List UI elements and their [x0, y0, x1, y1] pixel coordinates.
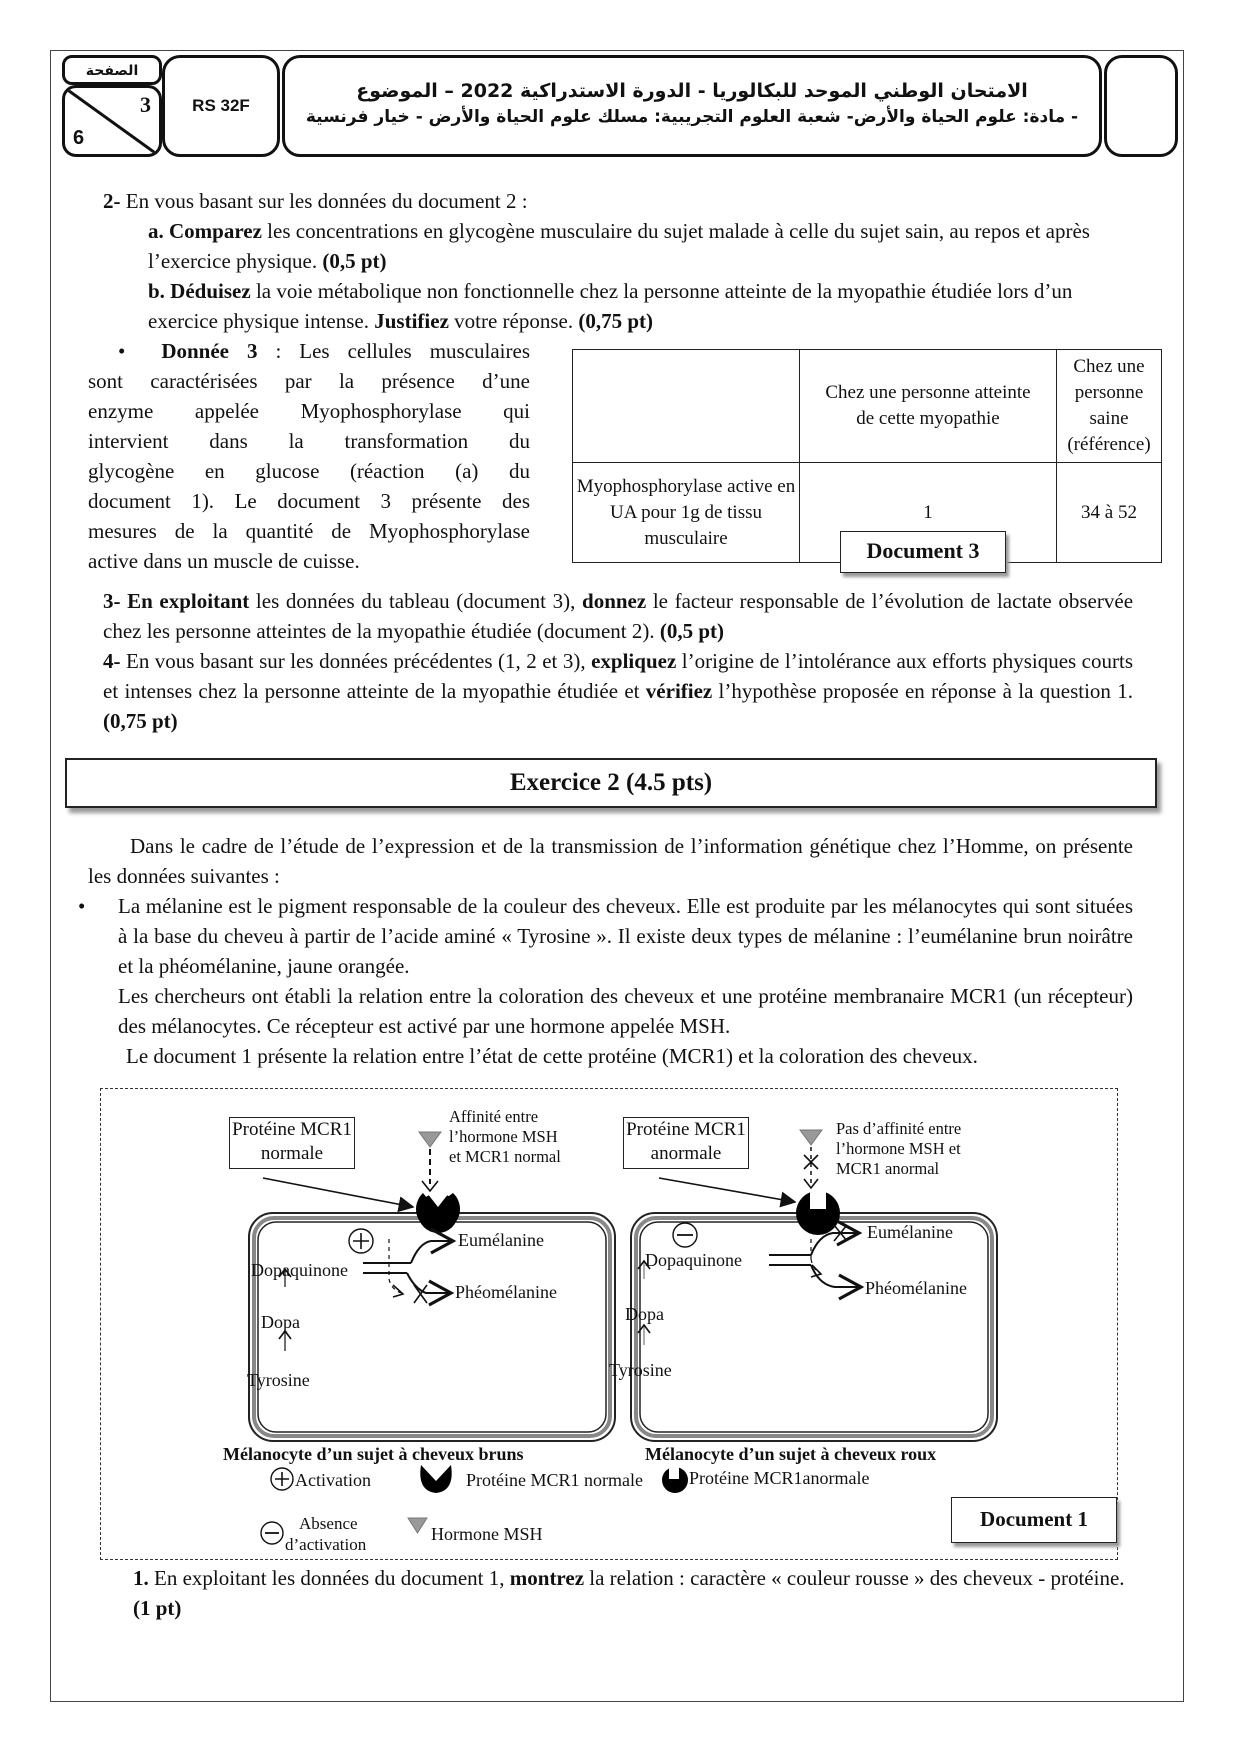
question-text: l’origine de l’intolérance aux efforts physiques courts et intenses chez la personne atteinte de la myopathie étudiée et [103, 649, 1134, 703]
activation-legend-icon [271, 1468, 293, 1490]
blank-box [1104, 55, 1178, 157]
hormone-legend-icon [408, 1518, 427, 1533]
page-current: 3 [140, 92, 151, 117]
legend-line: Absence [299, 1514, 358, 1533]
question-text: En vous basant sur les données du document 2 : [120, 189, 528, 213]
abnormal-receptor-icon [796, 1189, 840, 1235]
donnee-line: sont caractérisées par la présence d’une [88, 369, 530, 393]
question-text: les données du tableau (document 3), [249, 589, 583, 613]
question-text: la voie métabolique non fonctionnelle chez la personne atteinte de la myopathie étudiée lors d’un exercice physique intense. [148, 279, 1073, 333]
label-line: l’hormone MSH et [836, 1139, 961, 1158]
table-cell: 34 à 52 [1057, 463, 1162, 563]
document-3-label: Document 3 [840, 531, 1006, 573]
question-text: le facteur responsable de l’évolution de lactate observée chez les personne atteintes de la myopathie étudiée (document 2). [103, 589, 1134, 643]
donnee-label: Donnée 3 [161, 339, 258, 363]
eumelanine-label: Eumélanine [867, 1222, 953, 1242]
page-total: 6 [73, 127, 85, 149]
data-paragraph: La mélanine est le pigment responsable de la couleur des cheveux. Elle est produite par les mélanocytes qui sont situées à la base du cheveu à partir de l’acide aminé « Tyrosine ». Il existe deux types de mélanine : l’eumélanine brun noirâtre et la phéomélanine, jaune orangée. [118, 894, 1133, 978]
question-number: 1. [133, 1566, 149, 1590]
question-number: 2- [103, 189, 121, 213]
points: (0,75 pt) [578, 309, 654, 333]
donnee-line [88, 336, 530, 366]
legend-hormone: Hormone MSH [431, 1524, 543, 1544]
table-header-cell: Chez une personne atteinte de cette myopathie [800, 350, 1057, 463]
dopa-label: Dopa [625, 1304, 664, 1324]
points: (1 pt) [133, 1596, 182, 1620]
points: (0,5 pt) [322, 249, 387, 273]
affinity-label [449, 1107, 561, 1167]
box-line: normale [260, 1143, 324, 1164]
instruction-verb: vérifiez [645, 679, 713, 703]
bullet-icon: • [78, 894, 86, 918]
donnee-line: glycogène en glucose (réaction (a) du [88, 459, 530, 483]
question-text: les concentrations en glycogène musculaire du sujet malade à celle du sujet sain, au repos et après l’exercice physique. [148, 219, 1090, 273]
label-line: Affinité entre [449, 1107, 539, 1126]
question-text: la relation : caractère « couleur rousse » des cheveux - protéine. [584, 1566, 1125, 1590]
exercise-2-title: Exercice 2 (4.5 pts) [65, 758, 1157, 808]
page-label: الصفحة [62, 55, 162, 85]
table-header-cell [573, 350, 800, 463]
dopa-label: Dopa [261, 1312, 300, 1332]
donnee-text: : Les cellules musculaires [257, 339, 531, 363]
title-line-1: الامتحان الوطني الموحد للبكالوريا - الدورة الاستدراكية 2022 – الموضوع [356, 80, 1028, 102]
question-text: En exploitant les données du document 1, [148, 1566, 510, 1590]
abnormal-protein-legend-icon [662, 1465, 688, 1493]
data-paragraph: Le document 1 présente la relation entre l’état de cette protéine (MCR1) et la coloration des cheveux. [126, 1044, 978, 1068]
table-header-row [573, 350, 1162, 463]
legend-line: d’activation [285, 1535, 367, 1554]
exam-code: RS 32F [162, 55, 280, 157]
question-number: 4- [103, 649, 121, 673]
title-line-2: - مادة: علوم الحياة والأرض- شعبة العلوم التجريبية: مسلك علوم الحياة والأرض - خيار فرنسية [305, 107, 1079, 127]
dopaquinone-label: Dopaquinone [645, 1250, 742, 1270]
instruction-verb: b. Déduisez [148, 279, 251, 303]
box-line: anormale [650, 1143, 722, 1164]
label-line: MCR1 anormal [836, 1159, 940, 1178]
table-cell: Myophosphorylase active en UA pour 1g de tissu musculaire [573, 463, 800, 563]
document-1-label: Document 1 [951, 1497, 1117, 1543]
box-line: Protéine MCR1 [232, 1119, 352, 1140]
question-text: l’hypothèse proposée en réponse à la question 1. [712, 679, 1133, 703]
donnee-line: document 1). Le document 3 présente des [88, 489, 530, 513]
tyrosine-label: Tyrosine [609, 1360, 672, 1380]
question-2a [148, 216, 1133, 276]
question-text: votre réponse. [448, 309, 579, 333]
instruction-verb: 3- En exploitant [103, 589, 250, 613]
label-line: l’hormone MSH [449, 1127, 558, 1146]
abnormal-protein-box [623, 1117, 749, 1169]
tyrosine-label: Tyrosine [247, 1370, 310, 1390]
normal-protein-box [229, 1117, 355, 1169]
box-line: Protéine MCR1 [626, 1119, 746, 1140]
eumelanine-label: Eumélanine [458, 1230, 544, 1250]
legend-absence [285, 1513, 366, 1555]
exercise-2-question-1 [133, 1563, 1133, 1623]
absence-legend-icon [261, 1522, 283, 1544]
normal-receptor-icon [416, 1193, 460, 1233]
donnee-line: enzyme appelée Myophosphorylase qui [88, 399, 530, 423]
question-text: En vous basant sur les données précédentes (1, 2 et 3), [120, 649, 592, 673]
no-affinity-label [836, 1119, 961, 1179]
exam-title [282, 55, 1102, 157]
donnee-line: active dans un muscle de cuisse. [88, 549, 360, 573]
normal-protein-legend-icon [420, 1465, 451, 1493]
points: (0,75 pt) [103, 709, 178, 733]
dopaquinone-label: Dopaquinone [251, 1260, 348, 1280]
legend-abnormal-protein: Protéine MCR1anormale [689, 1468, 870, 1488]
exercise-2-data [118, 891, 1133, 1071]
donnee-line: intervient dans la transformation du [88, 429, 530, 453]
question-2b [148, 276, 1133, 336]
question-4 [103, 646, 1133, 736]
label-line: et MCR1 normal [449, 1147, 561, 1166]
points: (0,5 pt) [659, 619, 725, 643]
legend-activation: Activation [295, 1470, 371, 1490]
instruction-verb: a. Comparez [148, 219, 262, 243]
instruction-verb: expliquez [591, 649, 677, 673]
document-1-diagram [100, 1088, 1118, 1560]
pheomelanine-label: Phéomélanine [865, 1278, 967, 1298]
table-cell: 1 [800, 463, 1057, 563]
right-caption: Mélanocyte d’un sujet à cheveux roux [645, 1444, 937, 1464]
data-paragraph: Les chercheurs ont établi la relation entre la coloration des cheveux et une protéine membranaire MCR1 (un récepteur) des mélanocytes. Ce récepteur est activé par une hormone appelée MSH. [118, 984, 1133, 1038]
label-line: Pas d’affinité entre [836, 1119, 962, 1138]
exercise-2-intro: Dans le cadre de l’étude de l’expression et de la transmission de l’information génétique chez l’Homme, on présente les données suivantes : [88, 834, 1133, 888]
table-header-cell: Chez une personne saine (référence) [1057, 350, 1162, 463]
left-caption: Mélanocyte d’un sujet à cheveux bruns [223, 1444, 524, 1464]
bullet-icon: • [118, 339, 126, 363]
question-3 [103, 586, 1133, 646]
instruction-verb: montrez [509, 1566, 585, 1590]
instruction-verb: donnez [582, 589, 647, 613]
page-number-box [62, 85, 162, 157]
donnee-line: mesures de la quantité de Myophosphorylase [88, 519, 530, 543]
donnee-3 [88, 336, 530, 576]
instruction-verb: Justifiez [374, 309, 449, 333]
legend-normal-protein: Protéine MCR1 normale [466, 1470, 643, 1490]
question-2 [103, 186, 1133, 216]
pheomelanine-label: Phéomélanine [455, 1282, 557, 1302]
